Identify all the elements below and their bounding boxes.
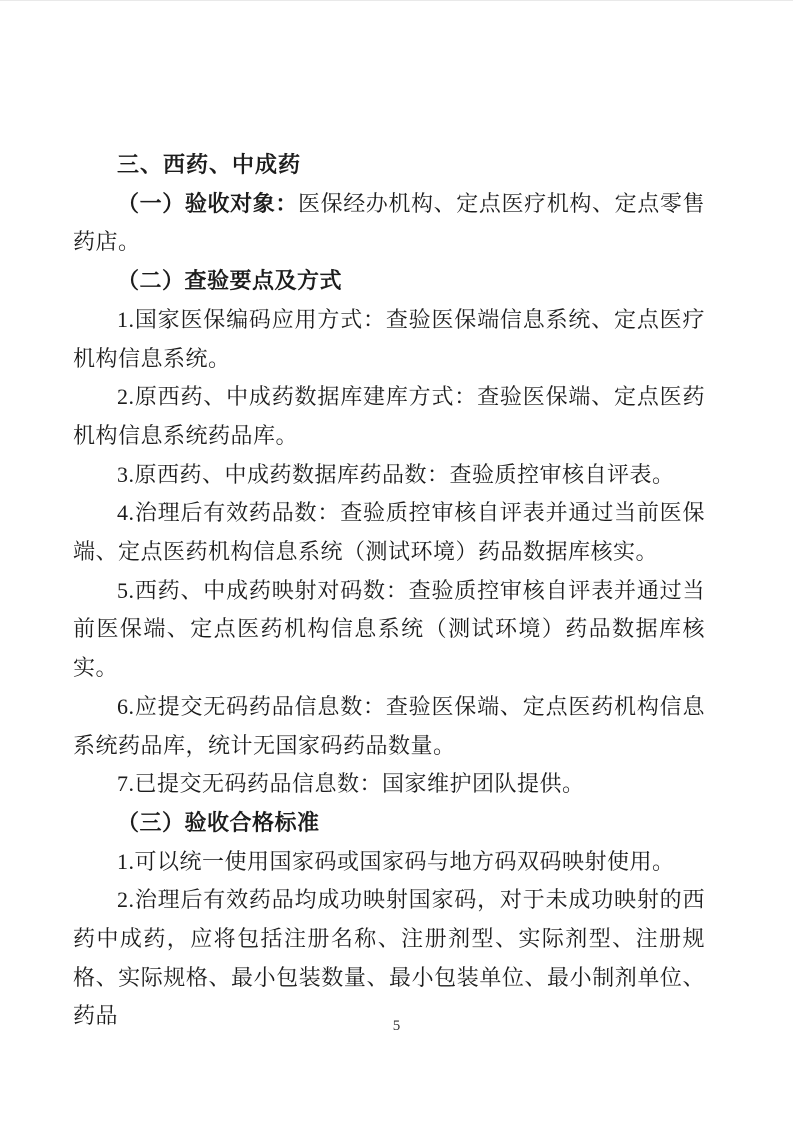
document-body xyxy=(73,146,705,1036)
check-points-heading: （二）查验要点及方式 xyxy=(117,268,343,294)
check-point-item-6: 6.应提交无码药品信息数：查验医保端、定点医药机构信息系统药品库，统计无国家码药品数量。 xyxy=(73,693,705,758)
check-point-item-3: 3.原西药、中成药数据库药品数：查验质控审核自评表。 xyxy=(117,461,675,487)
check-point-item-1: 1.国家医保编码应用方式：查验医保端信息系统、定点医疗机构信息系统。 xyxy=(73,306,705,371)
acceptance-target-paragraph xyxy=(73,185,705,262)
criteria-item-2: 2.治理后有效药品均成功映射国家码，对于未成功映射的西药中成药，应将包括注册名称、注册剂型、实际剂型、注册规格、实际规格、最小包装数量、最小包装单位、最小制剂单位、药品 xyxy=(73,887,705,1029)
check-point-item-5: 5.西药、中成药映射对码数：查验质控审核自评表并通过当前医保端、定点医药机构信息系统（测试环境）药品数据库核实。 xyxy=(73,577,705,681)
acceptance-target-text: 医保经办机构、定点医疗机构、定点零售药店。 xyxy=(73,190,705,255)
criteria-heading: （三）验收合格标准 xyxy=(117,809,320,835)
check-point-item-7: 7.已提交无码药品信息数：国家维护团队提供。 xyxy=(117,771,585,797)
page-number: 5 xyxy=(392,1018,401,1034)
criteria-item-1: 1.可以统一使用国家码或国家码与地方码双码映射使用。 xyxy=(117,848,675,874)
check-point-item-4: 4.治理后有效药品数：查验质控审核自评表并通过当前医保端、定点医药机构信息系统（测试环境）药品数据库核实。 xyxy=(73,500,705,565)
section-heading: 三、西药、中成药 xyxy=(117,152,302,177)
check-point-item-2: 2.原西药、中成药数据库建库方式：查验医保端、定点医药机构信息系统药品库。 xyxy=(73,384,705,448)
acceptance-target-label: （一）验收对象： xyxy=(117,190,298,216)
